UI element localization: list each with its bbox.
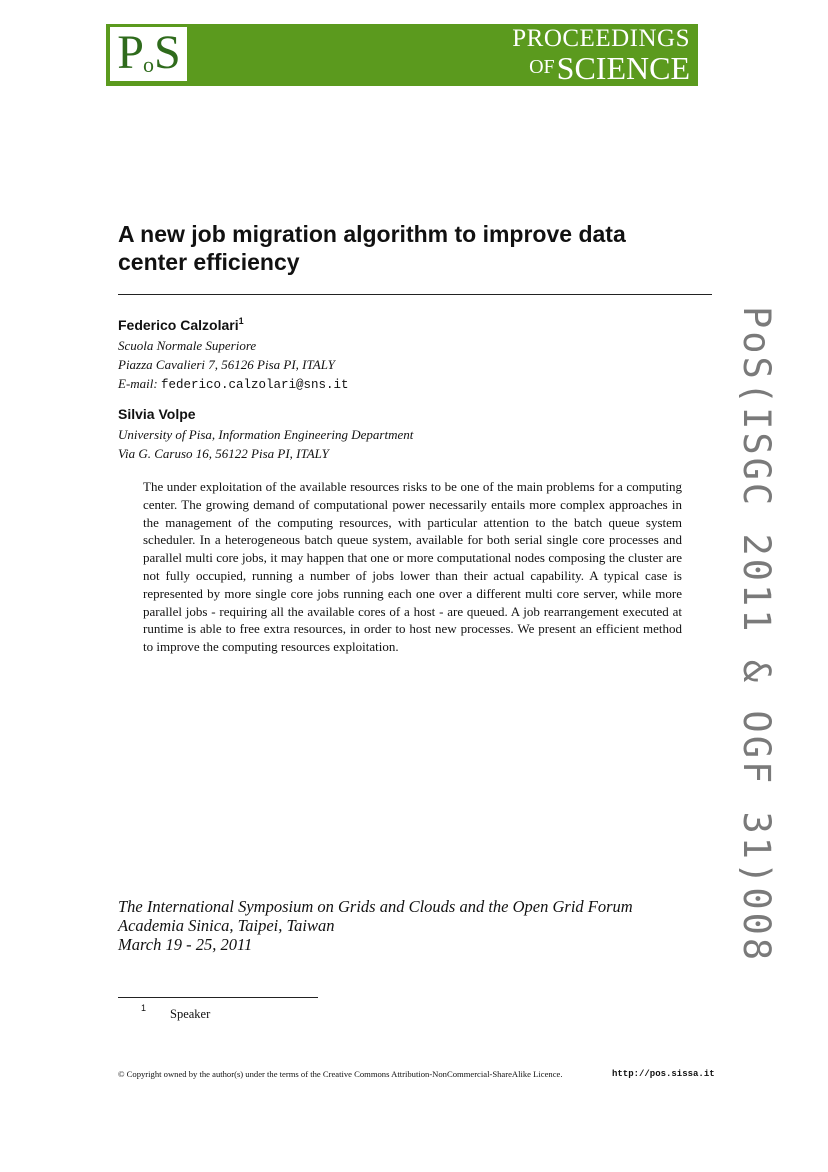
logo-letter-p: P (117, 26, 143, 79)
banner-proceedings: PROCEEDINGS (512, 25, 690, 52)
email-label: E-mail: (118, 376, 158, 391)
pos-header-banner (106, 24, 698, 86)
logo-letter-o: o (143, 52, 154, 77)
paper-title-line-2: center efficiency (118, 249, 300, 275)
conference-dates: March 19 - 25, 2011 (118, 935, 253, 954)
author-2-address: Via G. Caruso 16, 56122 Pisa PI, ITALY (118, 446, 329, 461)
author-1-email[interactable]: federico.calzolari@sns.it (160, 378, 349, 392)
pos-logo (110, 27, 187, 81)
pos-site-link[interactable]: http://pos.sissa.it (612, 1069, 715, 1079)
author-1-affiliation: Scuola Normale Superiore (118, 338, 257, 353)
abstract-text: The under exploitation of the available resources risks to be one of the main problems for a computing center. The growing demand of computational power necessarily entails more complex approaches in the management of the computing resources, with particular attention to the batch queue system scheduler. In a heterogeneous batch queue system, available for both serial single core processes and parallel multi core jobs, it may happen that one or more computational nodes composing the cluster are not fully occupied, running a number of jobs lower than their actual capability. A typical case is represented by more single core jobs running each one over a different multi core server, while more parallel jobs - requiring all the available cores of a host - are queued. A job rearrangement executed at runtime is able to free extra resources, in order to host new processes. We present an efficient method to improve the computing resources exploitation. (143, 479, 682, 655)
footnote-text: Speaker (170, 1007, 211, 1021)
author-2-affiliation: University of Pisa, Information Engineering Department (118, 427, 414, 442)
title-rule (118, 294, 712, 295)
copyright-notice: © Copyright owned by the author(s) under the terms of the Creative Commons Attribution-NonCommercial-ShareAlike Licence. (118, 1069, 563, 1079)
banner-of: OF (529, 56, 555, 78)
author-1-name: Federico Calzolari$^1$ (118, 316, 244, 333)
author-1-email-line (118, 375, 349, 394)
paper-title-line-1: A new job migration algorithm to improve data (118, 221, 626, 247)
conference-name: The International Symposium on Grids and Clouds and the Open Grid Forum (118, 897, 633, 916)
footnote-mark: 1 (141, 1003, 147, 1013)
pos-side-identifier: PoS(ISGC 2011 & OGF 31)008 (735, 306, 778, 964)
banner-science: SCIENCE (556, 50, 690, 86)
banner-of-science (529, 50, 690, 92)
paper-title (118, 220, 718, 276)
conference-venue: Academia Sinica, Taipei, Taiwan (118, 916, 335, 935)
author-1-footnote-mark: 1 (238, 316, 244, 326)
footnote-rule (118, 997, 318, 998)
author-2-name: Silvia Volpe (118, 406, 196, 422)
logo-letter-s: S (154, 26, 180, 79)
author-1-address: Piazza Cavalieri 7, 56126 Pisa PI, ITALY (118, 357, 335, 372)
